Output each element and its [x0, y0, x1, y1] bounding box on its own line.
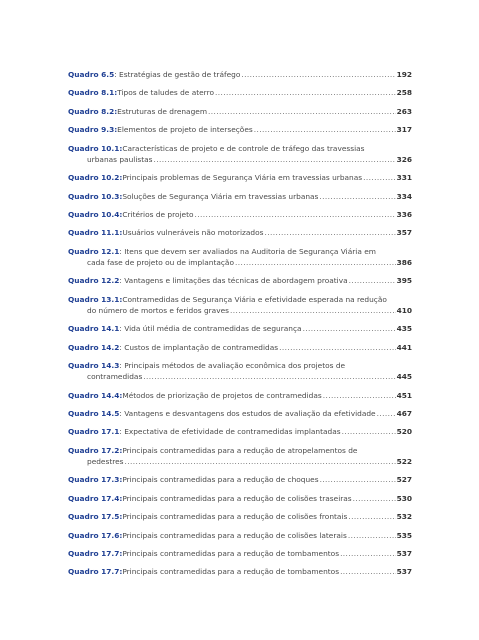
dot-leader: [340, 548, 396, 559]
toc-entry-page-number[interactable]: 530: [396, 493, 412, 503]
toc-entry-label: Quadro 17.7:: [68, 567, 123, 577]
toc-entry[interactable]: [68, 227, 412, 238]
dot-leader: [377, 408, 396, 419]
list-of-tables: [68, 69, 412, 585]
toc-entry-title: Contramedidas de Segurança Viária e efetividade esperada na redução: [122, 294, 387, 304]
toc-entry-line: [68, 426, 412, 437]
toc-entry-page-number[interactable]: 334: [396, 191, 412, 201]
dot-leader: [320, 474, 396, 485]
toc-entry-line: [68, 294, 412, 305]
toc-entry[interactable]: [68, 360, 412, 382]
toc-entry-label: Quadro 13.1:: [68, 294, 123, 304]
toc-entry-line: [68, 493, 412, 504]
toc-entry-label: Quadro 6.5: [68, 70, 115, 79]
toc-entry-line: [68, 530, 412, 541]
toc-entry-continuation-line: [68, 305, 412, 316]
toc-entry-page-number[interactable]: 467: [396, 409, 412, 419]
toc-entry-title: : Vida útil média de contramedidas de segurança: [119, 324, 302, 334]
toc-entry-line: [68, 474, 412, 485]
toc-entry-line: [68, 87, 412, 98]
toc-entry-title: Soluções de Segurança Viária em travessias urbanas: [122, 191, 319, 201]
toc-entry-line: [68, 548, 412, 559]
toc-entry-page-number[interactable]: 331: [396, 173, 412, 183]
toc-entry-label: Quadro 9.3:: [68, 125, 118, 135]
toc-entry-page-number[interactable]: 395: [396, 276, 412, 286]
toc-entry-page-number[interactable]: 445: [396, 372, 412, 382]
toc-entry-line: [68, 360, 412, 371]
toc-entry-line: [68, 408, 412, 419]
toc-entry-page-number[interactable]: 537: [396, 567, 412, 577]
dot-leader: [208, 106, 396, 117]
toc-entry-label: Quadro 8.1:: [68, 88, 118, 98]
toc-entry-label: Quadro 17.3:: [68, 475, 123, 485]
toc-entry-title: cada fase de projeto ou de implantação: [87, 257, 234, 267]
toc-entry-line: [68, 323, 412, 334]
toc-entry[interactable]: [68, 548, 412, 559]
toc-entry[interactable]: [68, 69, 412, 80]
toc-entry[interactable]: [68, 408, 412, 419]
toc-entry-label: Quadro 10.2:: [68, 173, 123, 183]
toc-entry[interactable]: [68, 426, 412, 437]
toc-entry-line: [68, 69, 412, 80]
toc-entry-line: [68, 246, 412, 257]
toc-entry-label: Quadro 17.4:: [68, 493, 123, 503]
toc-entry-title: Principais contramedidas para a redução de choques: [122, 475, 319, 485]
toc-entry-title: : Vantagens e desvantagens dos estudos de avaliação da efetividade: [119, 409, 376, 419]
toc-entry-page-number[interactable]: 532: [396, 512, 412, 522]
toc-entry-label: Quadro 10.4:: [68, 209, 123, 219]
dot-leader: [353, 493, 396, 504]
toc-entry-page-number[interactable]: 535: [396, 530, 412, 540]
toc-entry-title: : Principais métodos de avaliação econômica dos projetos de: [119, 361, 346, 371]
toc-entry-page-number[interactable]: 451: [396, 390, 412, 400]
toc-entry-line: [68, 566, 412, 577]
toc-entry-title: Principais problemas de Segurança Viária em travessias urbanas: [122, 173, 363, 183]
dot-leader: [195, 209, 396, 220]
toc-entry-title: Principais contramedidas para a redução de colisões laterais: [122, 530, 347, 540]
toc-entry-title: Estruturas de drenagem: [117, 106, 208, 116]
toc-entry-title: Características de projeto e de controle de tráfego das travessias: [122, 143, 365, 153]
toc-entry[interactable]: [68, 275, 412, 286]
toc-entry[interactable]: [68, 246, 412, 268]
toc-entry[interactable]: [68, 445, 412, 467]
toc-entry-page-number[interactable]: 192: [396, 70, 412, 79]
toc-entry-page-number[interactable]: 317: [396, 125, 412, 135]
toc-entry-line: [68, 342, 412, 353]
dot-leader: [230, 305, 396, 316]
dot-leader: [348, 530, 396, 541]
toc-entry[interactable]: [68, 124, 412, 135]
toc-entry-title: contramedidas: [87, 372, 143, 382]
toc-entry-line: [68, 172, 412, 183]
toc-entry-title: : Estratégias de gestão de tráfego: [114, 70, 241, 79]
dot-leader: [363, 172, 395, 183]
dot-leader: [349, 275, 396, 286]
dot-leader: [254, 124, 396, 135]
toc-entry-title: urbanas paulistas: [87, 154, 153, 164]
toc-entry[interactable]: [68, 172, 412, 183]
toc-entry[interactable]: [68, 106, 412, 117]
dot-leader: [303, 323, 396, 334]
toc-entry-label: Quadro 10.1:: [68, 143, 123, 153]
dot-leader: [264, 227, 395, 238]
toc-entry-page-number[interactable]: 326: [396, 154, 412, 164]
toc-entry[interactable]: [68, 474, 412, 485]
toc-entry[interactable]: [68, 143, 412, 165]
toc-entry-page-number[interactable]: 258: [396, 88, 412, 98]
toc-entry-title: Métodos de priorização de projetos de contramedidas: [122, 390, 322, 400]
toc-entry-page-number[interactable]: 410: [396, 305, 412, 315]
toc-entry-label: Quadro 14.3: [68, 361, 120, 371]
toc-entry-label: Quadro 14.1: [68, 324, 120, 334]
toc-entry-line: [68, 275, 412, 286]
toc-entry[interactable]: [68, 87, 412, 98]
dot-leader: [143, 371, 395, 382]
toc-entry[interactable]: [68, 530, 412, 541]
toc-entry-title: Principais contramedidas para a redução de tombamentos: [122, 549, 340, 558]
dot-leader: [279, 342, 395, 353]
toc-entry-line: [68, 106, 412, 117]
toc-entry-title: : Vantagens e limitações das técnicas de abordagem proativa: [119, 276, 348, 286]
toc-entry-page-number[interactable]: 263: [396, 106, 412, 116]
toc-entry-label: Quadro 8.2:: [68, 106, 118, 116]
toc-entry-title: : Custos de implantação de contramedidas: [119, 342, 279, 352]
toc-entry[interactable]: [68, 323, 412, 334]
toc-entry-page-number[interactable]: 336: [396, 209, 412, 219]
dot-leader: [348, 511, 395, 522]
toc-entry-label: Quadro 12.2: [68, 276, 120, 286]
toc-entry[interactable]: [68, 390, 412, 401]
toc-entry-title: Critérios de projeto: [122, 209, 194, 219]
dot-leader: [323, 390, 396, 401]
toc-entry-continuation-line: [68, 257, 412, 268]
toc-entry-title: Tipos de taludes de aterro: [117, 88, 214, 98]
toc-entry-line: [68, 143, 412, 154]
toc-entry-label: Quadro 17.5:: [68, 512, 123, 522]
toc-entry[interactable]: [68, 342, 412, 353]
toc-entry-line: [68, 445, 412, 456]
toc-entry-title: Usuários vulneráveis não motorizados: [122, 228, 264, 238]
toc-entry-title: Principais contramedidas para a redução de colisões frontais: [122, 512, 348, 522]
toc-entry[interactable]: [68, 191, 412, 202]
toc-entry-title: Principais contramedidas para a redução de atropelamentos de: [122, 445, 358, 455]
toc-entry[interactable]: [68, 566, 412, 577]
toc-entry-line: [68, 227, 412, 238]
toc-entry-label: Quadro 12.1: [68, 246, 120, 256]
toc-entry-page-number[interactable]: 435: [396, 324, 412, 334]
toc-entry-label: Quadro 11.1:: [68, 228, 123, 238]
dot-leader: [154, 154, 396, 165]
toc-entry-label: Quadro 17.7:: [68, 549, 123, 558]
dot-leader: [125, 456, 396, 467]
toc-entry-label: Quadro 10.3:: [68, 191, 123, 201]
dot-leader: [235, 257, 396, 268]
toc-entry[interactable]: [68, 493, 412, 504]
dot-leader: [241, 69, 395, 80]
dot-leader: [340, 566, 396, 577]
toc-entry-page-number[interactable]: 527: [396, 475, 412, 485]
toc-entry-continuation-line: [68, 456, 412, 467]
toc-entry-line: [68, 390, 412, 401]
toc-entry-label: Quadro 17.6:: [68, 530, 123, 540]
toc-entry-label: Quadro 14.2: [68, 342, 120, 352]
toc-entry-page-number[interactable]: 522: [396, 457, 412, 467]
dot-leader: [215, 87, 396, 98]
toc-entry-page-number[interactable]: 441: [396, 342, 412, 352]
toc-entry-label: Quadro 17.2:: [68, 445, 123, 455]
toc-entry-page-number[interactable]: 520: [396, 427, 412, 437]
toc-entry-title: : Expectativa de efetividade de contramedidas implantadas: [119, 427, 341, 437]
toc-entry-title: : Itens que devem ser avaliados na Auditoria de Segurança Viária em: [119, 246, 376, 256]
toc-entry-continuation-line: [68, 371, 412, 382]
toc-entry[interactable]: [68, 209, 412, 220]
toc-entry-title: pedestres: [87, 457, 124, 467]
toc-entry-title: do número de mortos e feridos graves: [87, 305, 229, 315]
toc-entry-continuation-line: [68, 154, 412, 165]
toc-entry-page-number[interactable]: 537: [396, 549, 412, 558]
toc-entry-label: Quadro 14.4:: [68, 390, 123, 400]
dot-leader: [319, 191, 395, 202]
toc-entry-line: [68, 124, 412, 135]
toc-entry-title: Principais contramedidas para a redução de tombamentos: [122, 567, 340, 577]
toc-entry[interactable]: [68, 511, 412, 522]
toc-entry-title: Elementos de projeto de interseções: [117, 125, 253, 135]
dot-leader: [342, 426, 396, 437]
toc-entry-label: Quadro 14.5: [68, 409, 120, 419]
toc-entry-title: Principais contramedidas para a redução de colisões traseiras: [122, 493, 352, 503]
toc-entry-line: [68, 209, 412, 220]
toc-entry-line: [68, 191, 412, 202]
toc-entry-line: [68, 511, 412, 522]
toc-entry-page-number[interactable]: 357: [396, 228, 412, 238]
toc-entry-label: Quadro 17.1: [68, 427, 120, 437]
toc-entry[interactable]: [68, 294, 412, 316]
toc-entry-page-number[interactable]: 386: [396, 257, 412, 267]
